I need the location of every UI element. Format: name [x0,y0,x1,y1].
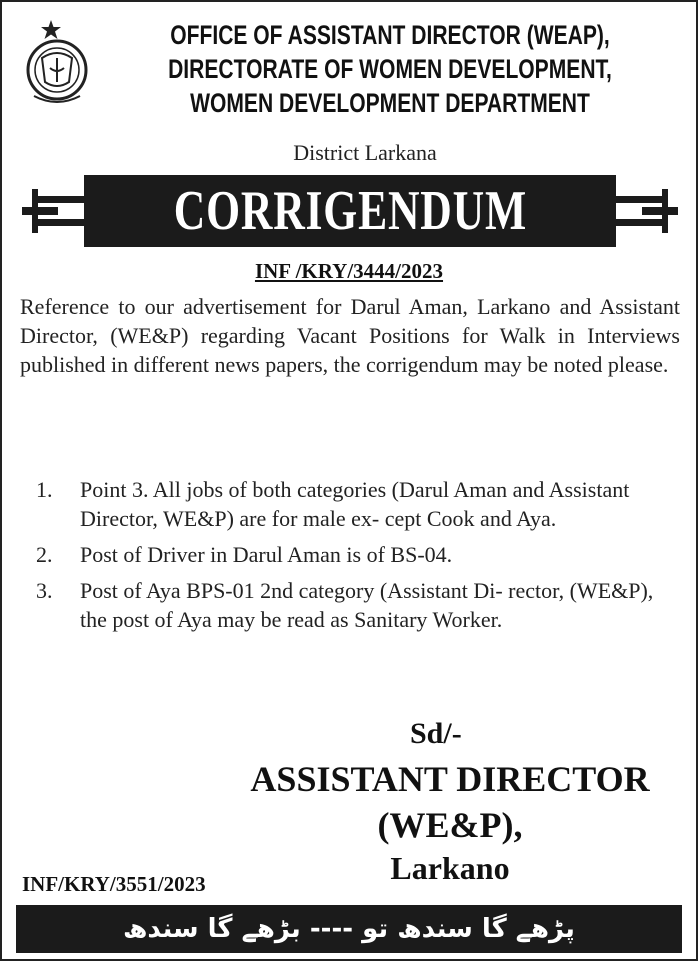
banner-right-cap [662,189,668,233]
header-line-2: DIRECTORATE OF WOMEN DEVELOPMENT, [168,54,612,84]
list-item [36,576,680,634]
corrigendum-points [36,475,680,641]
reference-number: INF /KRY/3444/2023 [254,259,444,283]
signatory-office: (WE&P), [377,805,523,845]
sindh-government-emblem-icon [20,18,94,110]
banner-title: CORRIGENDUM [173,180,527,242]
reference-number-secondary: INF/KRY/3551/2023 [22,872,206,896]
list-item [36,475,680,533]
intro-paragraph: Reference to our advertisement for Darul Aman, Larkano and Assistant Director, (WE&P) regarding Vacant Positions for Walk in Interviews published in different news papers, the corrigendum may be noted please. [20,294,680,377]
banner-left-bar-bottom [36,219,84,226]
item-text: Point 3. All jobs of both categories (Darul Aman and Assistant Director, WE&P) are for male ex- cept Cook and Aya. [80,477,630,531]
signatory-title: ASSISTANT DIRECTOR [250,759,650,799]
district-name: District Larkana [293,140,437,165]
item-text: Post of Driver in Darul Aman is of BS-04. [80,542,453,567]
signatory-place: Larkano [390,850,510,886]
banner-left-stub [22,207,58,215]
banner-right-bar-bottom [616,219,664,226]
item-number: 2. [36,542,53,567]
header-line-1: OFFICE OF ASSISTANT DIRECTOR (WEAP), [170,20,610,50]
header-line-3: WOMEN DEVELOPMENT DEPARTMENT [190,88,590,118]
item-number: 3. [36,578,53,603]
banner-left-cap [32,189,38,233]
footer-slogan: پڑھے گا سندھ تو ---- بڑھے گا سندھ [16,905,682,953]
banner-right-stub [642,207,678,215]
banner-left-bar-top [36,196,84,203]
signed-mark: Sd/- [410,717,462,750]
list-item [36,540,680,569]
corrigendum-banner [22,175,678,247]
office-header [100,18,680,120]
item-number: 1. [36,477,53,502]
item-text: Post of Aya BPS-01 2nd category (Assistant Di- rector, (WE&P), the post of Aya may be read as Sanitary Worker. [80,578,654,632]
signature-block [220,712,680,888]
banner-right-bar-top [616,196,664,203]
